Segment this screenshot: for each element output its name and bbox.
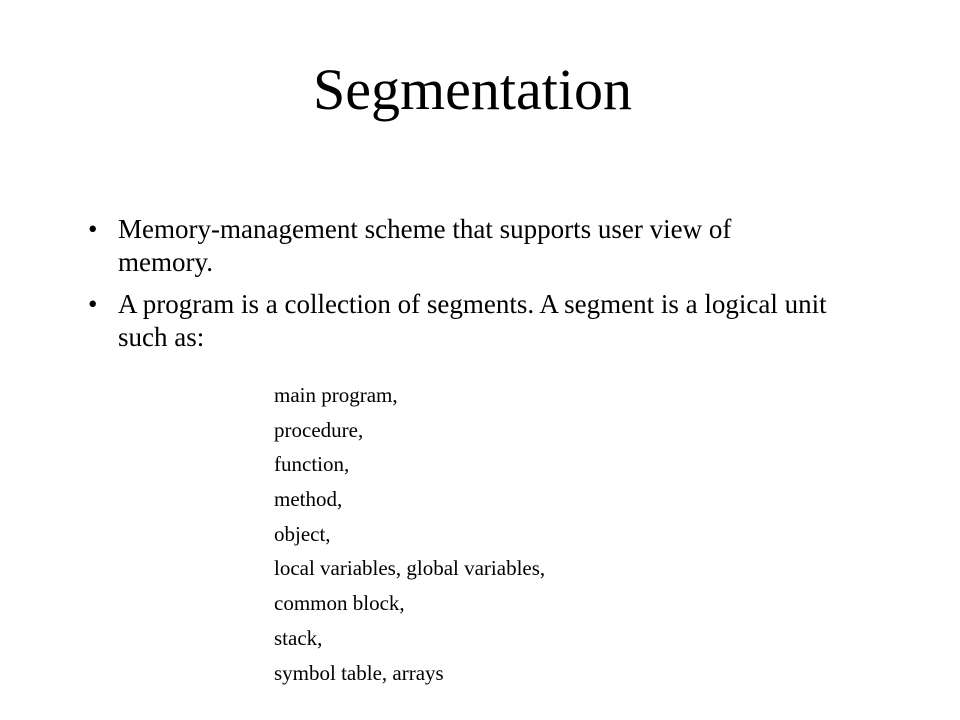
- segment-example-item: local variables, global variables,: [274, 556, 546, 581]
- segment-example-item: common block,: [274, 591, 405, 616]
- bullet-marker: •: [88, 289, 98, 319]
- bullet-item: [88, 213, 828, 279]
- segment-example-item: main program,: [274, 383, 398, 407]
- segment-example-item: object,: [274, 521, 331, 546]
- bullet-marker: •: [88, 214, 98, 244]
- bullet-list: [88, 213, 828, 363]
- slide-title: Segmentation: [313, 57, 632, 122]
- bullet-text: A program is a collection of segments. A segment is a logical unit such as:: [118, 289, 827, 352]
- segment-example-item: function,: [274, 452, 350, 477]
- segment-example-item: symbol table, arrays: [274, 660, 444, 685]
- bullet-item: [88, 288, 828, 354]
- segment-example-item: method,: [274, 487, 343, 512]
- segment-example-item: procedure,: [274, 417, 364, 442]
- segment-example-list: [274, 378, 545, 690]
- bullet-text: Memory-management scheme that supports user view of memory.: [118, 214, 732, 277]
- segment-example-item: stack,: [274, 625, 323, 650]
